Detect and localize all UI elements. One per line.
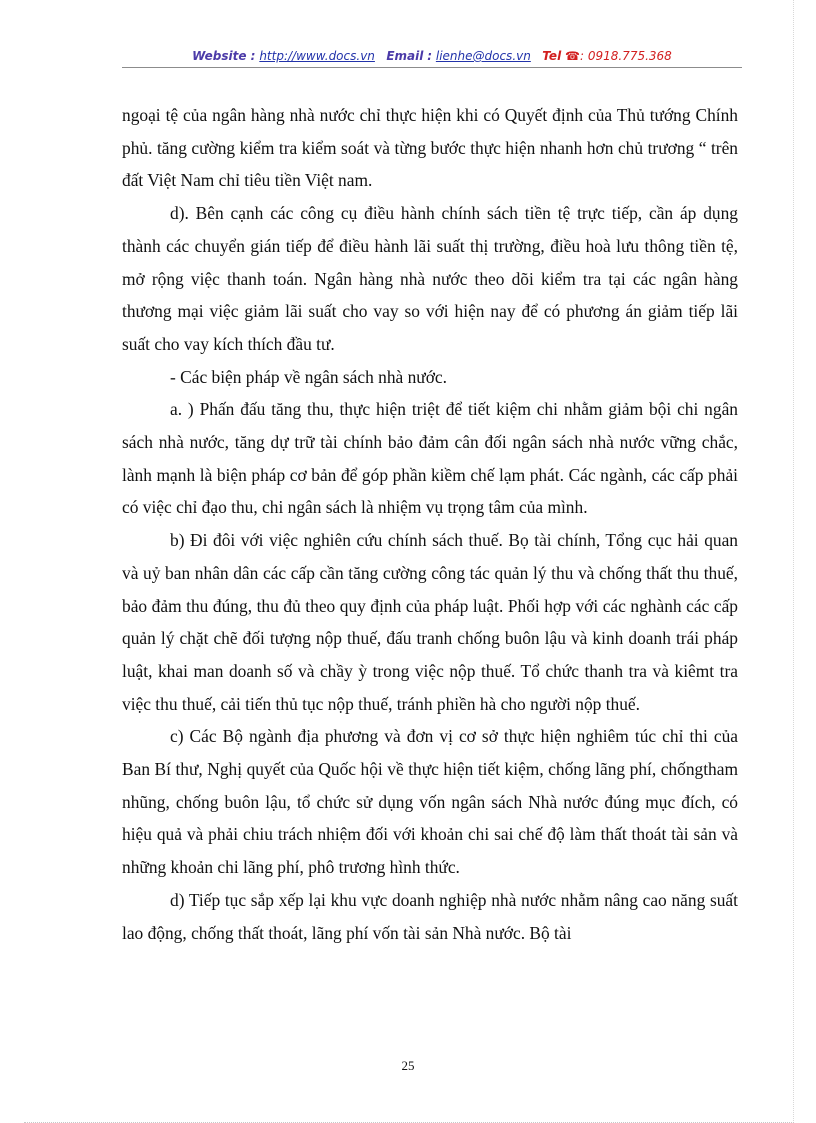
email-label: Email bbox=[386, 49, 424, 63]
paragraph: ngoại tệ của ngân hàng nhà nước chỉ thực hiện khi có Quyết định của Thủ tướng Chính phủ. tăng cường kiểm tra kiểm soát và từng bước thực hiện nhanh hơn chủ trương “ trên đất Việt Nam chỉ tiêu tiền Việt nam. bbox=[122, 105, 738, 191]
paragraph: c) Các Bộ ngành địa phương và đơn vị cơ sở thực hiện nghiêm túc chỉ thi của Ban Bí thư, Nghị quyết của Quốc hội về thực hiện tiết kiệm, chống lãng phí, chốngtham nhũng, chống buôn lậu, tổ chức sử dụng vốn ngân sách Nhà nước đúng mục đích, có hiệu quả và phải chiu trách nhiệm đối với khoản chi sai chế độ làm thất thoát tài sản và những khoản chi lãng phí, phô trương hình thức. bbox=[122, 726, 738, 878]
document-body bbox=[122, 99, 738, 949]
email-link[interactable]: lienhe@docs.vn bbox=[435, 49, 531, 63]
page-number: 25 bbox=[401, 1058, 415, 1073]
website-link[interactable]: http://www.docs.vn bbox=[259, 49, 375, 63]
phone-icon: ☎ bbox=[565, 49, 580, 63]
email-separator: : bbox=[427, 49, 433, 63]
website-label: Website : bbox=[192, 49, 256, 63]
tel-number: : 0918.775.368 bbox=[579, 49, 672, 63]
header-rule bbox=[122, 67, 742, 68]
paragraph: b) Đi đôi với việc nghiên cứu chính sách thuế. Bọ tài chính, Tổng cục hải quan và uỷ ban nhân dân các cấp cần tăng cường công tác quản lý thu và chống thất thu thuế, bảo đảm thu đúng, thu đủ theo quy định của pháp luật. Phối hợp với các nghành các cấp quản lý chặt chẽ đối tượng nộp thuế, đấu tranh chống buôn lậu và kinh doanh trái pháp luật, khai man doanh số và chầy ỳ trong việc nộp thuế. Tổ chức thanh tra và kiêmt tra việc thu thuế, cải tiến thủ tục nộp thuế, tránh phiền hà cho người nộp thuế. bbox=[122, 530, 738, 714]
paragraph: a. ) Phấn đấu tăng thu, thực hiện triệt để tiết kiệm chi nhằm giảm bội chi ngân sách nhà nước, tăng dự trữ tài chính bảo đảm cân đối ngân sách nhà nước vững chắc, lành mạnh là biện pháp cơ bản để góp phần kiềm chế lạm phát. Các ngành, các cấp phải có việc chỉ đạo thu, chi ngân sách là nhiệm vụ trọng tâm của mình. bbox=[122, 399, 738, 518]
paragraph: - Các biện pháp về ngân sách nhà nước. bbox=[170, 366, 447, 387]
tel-label: Tel bbox=[542, 49, 562, 63]
page-header bbox=[122, 46, 742, 68]
page-edge-right bbox=[793, 0, 794, 1123]
paragraph: d). Bên cạnh các công cụ điều hành chính sách tiền tệ trực tiếp, cần áp dụng thành các chuyển gián tiếp để điều hành lãi suất thị trường, điều hoà lưu thông tiền tệ, mở rộng việc thanh toán. Ngân hàng nhà nước theo dõi kiểm tra tại các ngân hàng thương mại việc giảm lãi suất cho vay so với hiện nay để có phương án giảm tiếp lãi suất cho vay kích thích đầu tư. bbox=[122, 203, 738, 354]
paragraph: d) Tiếp tục sắp xếp lại khu vực doanh nghiệp nhà nước nhằm nâng cao năng suất lao động, chống thất thoát, lãng phí vốn tài sản Nhà nước. Bộ tài bbox=[122, 889, 738, 943]
